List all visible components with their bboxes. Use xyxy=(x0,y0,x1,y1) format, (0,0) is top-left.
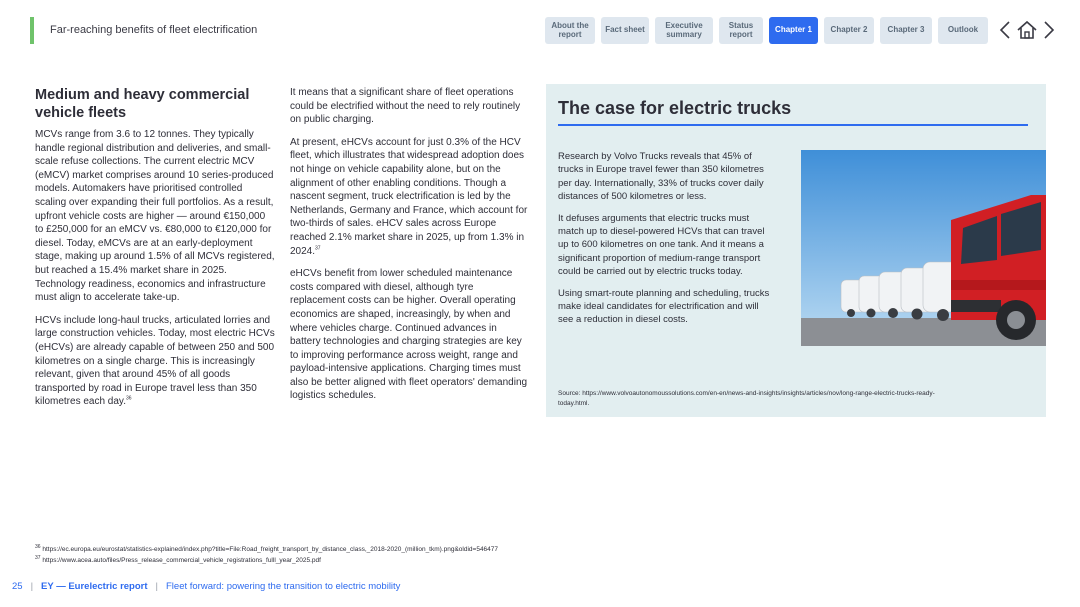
footnote-36-link[interactable]: https://ec.europa.eu/eurostat/statistics-explained/index.php?title=File:Road_freight_transport_by_distance_class,_2018-2020_(million_tkm).png&oldid=546477 xyxy=(42,546,499,553)
footnote-37-mark: 37 xyxy=(35,554,41,561)
tab-status-report[interactable]: Status report xyxy=(719,17,763,44)
panel-paragraph-range: It defuses arguments that electric trucks must match up to diesel-powered HCVs that can travel up to 600 kilometres on one tank. And it means a significant proportion of medium-range transport could be carried out by electric trucks today. xyxy=(558,212,765,278)
left-column xyxy=(35,86,275,418)
footnote-37-link[interactable]: https://www.acea.auto/files/Press_release_commercial_vehicle_registrations_fulll_year_2025.pdf xyxy=(42,557,321,564)
section-heading: Medium and heavy commercial vehicle fleets xyxy=(35,87,250,121)
header-accent-bar xyxy=(30,17,34,44)
footer-report-title: Fleet forward: powering the transition to electric mobility xyxy=(166,581,401,592)
tab-chapter-2[interactable]: Chapter 2 xyxy=(824,17,874,44)
footer-brand: EY — Eurelectric report xyxy=(41,581,148,592)
footnote-36 xyxy=(35,544,498,555)
tab-outlook[interactable]: Outlook xyxy=(938,17,988,44)
footer-separator-2: | xyxy=(155,581,158,592)
page-navigation xyxy=(998,19,1056,41)
footnote-37 xyxy=(35,555,498,566)
footnote-ref-37[interactable]: 37 xyxy=(315,245,321,252)
tab-chapter-1[interactable]: Chapter 1 xyxy=(769,17,818,44)
footnote-36-mark: 36 xyxy=(35,543,41,550)
footnotes xyxy=(35,544,498,566)
paragraph-ehcv-share-text: At present, eHCVs account for just 0.3% of the HCV fleet, which illustrates that widespread adoption does not hinge on vehicle capability alone, but on the alignment of other enabling conditions. Though a nascent segment, truck electrification is led by the Netherlands, Germany and France, which account for two-thirds of sales. eHCV sales across Europe reached 2.1% market share in 2025, up from 1.3% in 2024. xyxy=(290,136,528,257)
page-footer xyxy=(12,581,400,592)
footer-separator: | xyxy=(30,581,34,592)
tab-chapter-3[interactable]: Chapter 3 xyxy=(880,17,932,44)
tab-about-the-report[interactable]: About the report xyxy=(545,17,595,44)
paragraph-hcv xyxy=(35,314,275,409)
paragraph-ehcv-share xyxy=(290,136,530,258)
paragraph-fleet-operations: It means that a significant share of fleet operations could be electrified without the need to rely routinely on public charging. xyxy=(290,87,521,126)
panel-source: Source: https://www.volvoautonomoussolutions.com/en-en/news-and-insights/insights/articles/nov/long-range-electric-trucks-ready-today.html. xyxy=(558,390,935,407)
panel-divider xyxy=(558,124,1028,126)
footnote-ref-36[interactable]: 36 xyxy=(125,395,132,402)
panel-paragraph-smart-route: Using smart-route planning and scheduling, trucks make ideal candidates for electrification and will see a reduction in diesel costs. xyxy=(558,287,770,326)
home-icon[interactable] xyxy=(1016,19,1038,41)
paragraph-hcv-text: HCVs include long-haul trucks, articulated lorries and large construction vehicles. Today, most electric HCVs (eHCVs) are already capable of between 250 and 500 kilometres on a single charge. This is increasingly relevant, given that around 45% of all goods transported by road in Europe travel less than 350 kilometres each day. xyxy=(35,314,275,408)
chevron-left-icon[interactable] xyxy=(998,19,1012,41)
electric-truck-photo xyxy=(801,150,1046,346)
chapter-nav xyxy=(545,17,988,44)
page-section-title: Far-reaching benefits of fleet electrification xyxy=(50,24,258,36)
middle-column xyxy=(290,86,530,412)
panel-paragraph-research: Research by Volvo Trucks reveals that 45% of trucks in Europe travel fewer than 350 kilometres per day. Internationally, 33% of trucks cover daily distances of 500 kilometres or less. xyxy=(558,151,764,203)
tab-fact-sheet[interactable]: Fact sheet xyxy=(601,17,649,44)
panel-body xyxy=(558,150,776,335)
tab-executive-summary[interactable]: Executive summary xyxy=(655,17,713,44)
paragraph-maintenance: eHCVs benefit from lower scheduled maintenance costs compared with diesel, although tyre replacement costs can be higher. Overall operating economics are shaped, increasingly, by when and where vehicles charge. Continued advances in battery technologies and charging strategies are key to improving performance across weight, range and payload-intensive applications. Charging times must also be better aligned with fleet operators' demanding logistics schedules. xyxy=(290,268,528,402)
case-study-panel xyxy=(546,84,1046,417)
truck-illustration xyxy=(801,150,1046,346)
paragraph-mcv: MCVs range from 3.6 to 12 tonnes. They typically handle regional distribution and deliveries, and small-scale refuse collections. The current electric MCV (eMCV) market comprises around 10 series-produced models. Automakers have prioritised controlled scaling over expanding their full portfolios. As a result, upfront vehicle costs are higher — around €150,000 to £250,000 for an eMCV vs. €80,000 to €120,000 for diesel. Today, eMCVs are at an early-deployment stage, making up around 1.5% of all MCVs registered, but reached a 15.4% market share in 2025. Technology readiness, economics and infrastructure must align to accelerate take-up. xyxy=(35,129,275,304)
chevron-right-icon[interactable] xyxy=(1042,19,1056,41)
page-number: 25 xyxy=(12,581,23,592)
panel-title: The case for electric trucks xyxy=(558,98,792,118)
